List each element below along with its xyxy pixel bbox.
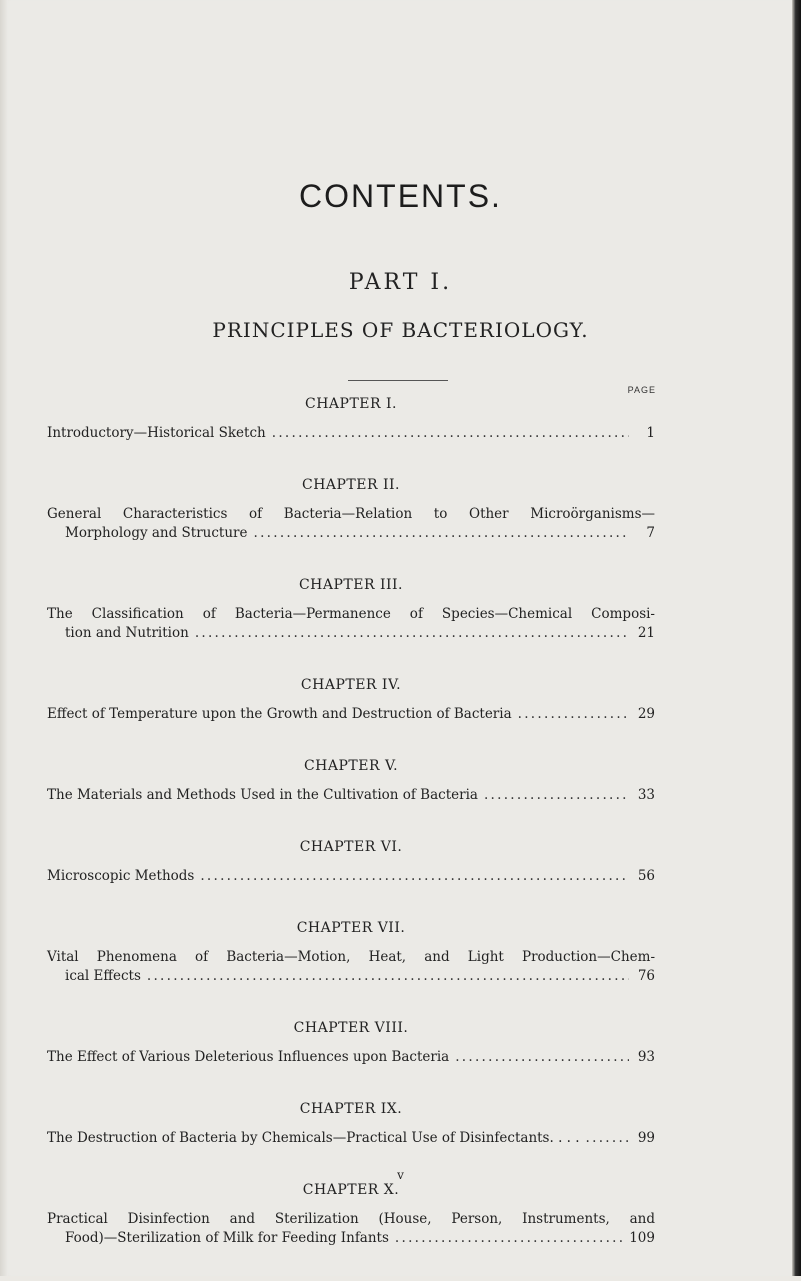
chapter-heading: CHAPTER VIII.: [293, 1020, 409, 1036]
chapter-entry: [47, 676, 655, 724]
part-subtitle: PRINCIPLES OF BACTERIOLOGY.: [212, 318, 589, 342]
chapter-entry: [47, 919, 655, 986]
dot-leader: [455, 1048, 629, 1067]
dot-leader: [484, 786, 629, 805]
toc-line[interactable]: [47, 705, 655, 724]
chapter-title: Microscopic Methods: [47, 868, 195, 884]
chapter-heading: CHAPTER IX.: [299, 1101, 403, 1117]
page-number: 99: [637, 1130, 655, 1146]
chapter-heading: CHAPTER I.: [305, 396, 397, 412]
chapter-heading: CHAPTER VII.: [296, 920, 406, 936]
page-folio: v: [397, 1168, 404, 1182]
page-number: 56: [637, 868, 655, 884]
chapter-entry: [47, 395, 655, 443]
chapter-title: Food)—Sterilization of Milk for Feeding Infants: [65, 1230, 389, 1246]
chapter-title: Introductory—Historical Sketch: [47, 425, 266, 441]
chapter-title: The Destruction of Bacteria by Chemicals—Practical Use of Disinfectants. . . .: [47, 1130, 580, 1146]
table-of-contents: [47, 395, 655, 1281]
chapter-heading: CHAPTER III.: [298, 577, 404, 593]
toc-line[interactable]: [47, 524, 655, 543]
toc-line[interactable]: [47, 1129, 655, 1148]
toc-line[interactable]: [47, 624, 655, 643]
chapter-title-line: The Classification of Bacteria—Permanence of Species—Chemical Composi-: [47, 606, 655, 622]
divider-rule: [348, 380, 448, 381]
chapter-entry: [47, 1019, 655, 1067]
chapter-title: Effect of Temperature upon the Growth and Destruction of Bacteria: [47, 706, 512, 722]
toc-line[interactable]: [47, 1048, 655, 1067]
chapter-title: The Materials and Methods Used in the Cultivation of Bacteria: [47, 787, 478, 803]
chapter-title-line: Practical Disinfection and Sterilization (House, Person, Instruments, and: [47, 1211, 655, 1227]
page-number: 109: [629, 1230, 655, 1246]
dot-leader: [195, 624, 629, 643]
dot-leader: [586, 1129, 629, 1148]
chapter-heading: CHAPTER X.: [302, 1182, 400, 1198]
page-number: 7: [646, 525, 655, 541]
chapter-heading: CHAPTER VI.: [299, 839, 403, 855]
dot-leader: [200, 867, 629, 886]
toc-line[interactable]: [47, 786, 655, 805]
chapter-title-line: Vital Phenomena of Bacteria—Motion, Heat, and Light Production—Chem-: [47, 949, 655, 965]
chapter-entry: [47, 576, 655, 643]
chapter-entry: [47, 838, 655, 886]
dot-leader: [254, 524, 630, 543]
chapter-entry: [47, 476, 655, 543]
chapter-title: Morphology and Structure: [65, 525, 248, 541]
chapter-title: ical Effects: [65, 968, 141, 984]
dot-leader: [272, 424, 629, 443]
dot-leader: [395, 1229, 623, 1248]
page-number: 29: [637, 706, 655, 722]
toc-line[interactable]: [47, 967, 655, 986]
chapter-entry: [47, 757, 655, 805]
dot-leader: [147, 967, 629, 986]
chapter-heading: CHAPTER IV.: [300, 677, 402, 693]
toc-line[interactable]: [47, 424, 655, 443]
chapter-title-line: General Characteristics of Bacteria—Relation to Other Microörganisms—: [47, 506, 655, 522]
chapter-title: The Effect of Various Deleterious Influences upon Bacteria: [47, 1049, 450, 1065]
toc-line[interactable]: [47, 1229, 655, 1248]
page-number: 93: [637, 1049, 655, 1065]
chapter-title: tion and Nutrition: [65, 625, 189, 641]
toc-line[interactable]: [47, 867, 655, 886]
page-number: 1: [646, 425, 655, 441]
page-number: 33: [637, 787, 655, 803]
chapter-heading: CHAPTER V.: [303, 758, 399, 774]
page-number: 21: [637, 625, 655, 641]
chapter-heading: CHAPTER II.: [301, 477, 400, 493]
page-number: 76: [637, 968, 655, 984]
chapter-entry: [47, 1100, 655, 1148]
page-column-label: PAGE: [627, 385, 656, 395]
dot-leader: [518, 705, 629, 724]
chapter-entry: [47, 1181, 655, 1248]
part-heading: PART I.: [348, 270, 453, 295]
contents-title: CONTENTS.: [299, 178, 502, 214]
